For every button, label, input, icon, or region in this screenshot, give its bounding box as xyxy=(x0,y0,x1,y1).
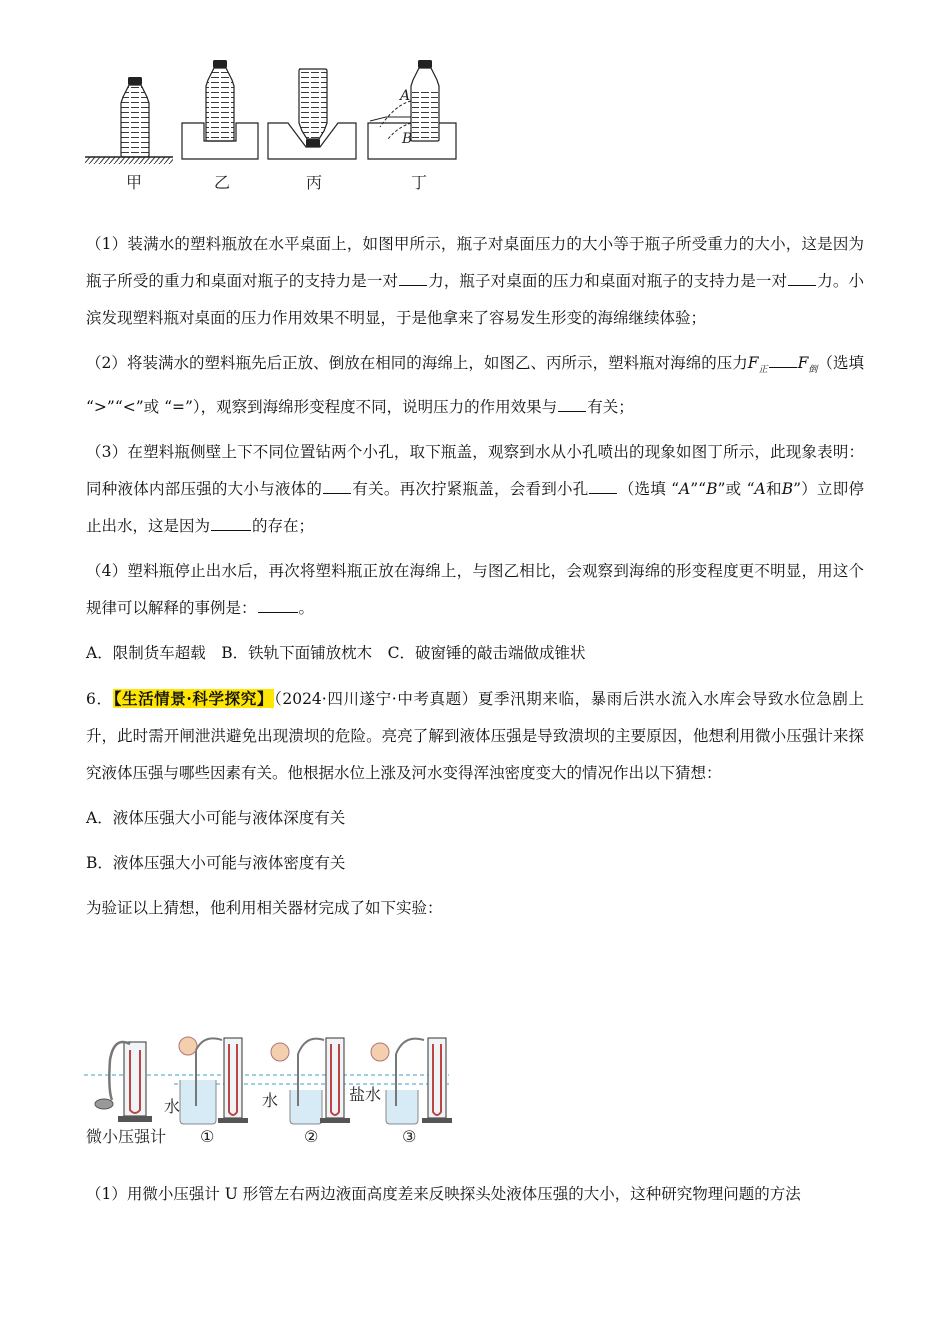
label-ding: 丁 xyxy=(411,173,428,192)
answer-blank xyxy=(769,353,797,368)
setup-number-3: ③ xyxy=(402,1127,417,1146)
q6-verify: 为验证以上猜想，他利用相关器材完成了如下实验： xyxy=(86,899,443,917)
setup-number-2: ② xyxy=(304,1127,319,1146)
label-bing: 丙 xyxy=(306,173,323,192)
label-jia: 甲 xyxy=(126,173,143,192)
label-yi: 乙 xyxy=(214,173,231,192)
q5-part2: （2）将装满水的塑料瓶先后正放、倒放在相同的海绵上，如图乙、丙所示，塑料瓶对海绵的压力$F_正$ $F_倒$（选填 “>”“<”或 “=”），观察到海绵形变程度不同，说明压力的作用效果与 有关； xyxy=(86,354,864,416)
answer-blank xyxy=(788,271,816,286)
q5-part1: （1）装满水的塑料瓶放在水平桌面上，如图甲所示，瓶子对桌面压力的大小等于瓶子所受重力的大小，这是因为瓶子所受的重力和桌面对瓶子的支持力是一对 力，瓶子对桌面的压力和桌面对瓶子的支持力是一对 力。小滨发现塑料瓶对桌面的压力作用效果不明显，于是他拿来了容易发生形变的海绵继续体验； xyxy=(86,235,864,327)
gauge-standalone xyxy=(95,1042,152,1122)
point-a-label: A xyxy=(400,88,411,104)
setup-1 xyxy=(179,1037,248,1124)
q6-sub1: （1）用微小压强计 U 形管左右两边液面高度差来反映探头处液体压强的大小，这种研究物理问题的方法 xyxy=(86,1185,801,1203)
q6-guess-a: A．液体压强大小可能与液体深度有关 xyxy=(86,809,346,827)
q6-tag: 【生活情景·科学探究】 xyxy=(113,689,273,708)
answer-blank xyxy=(399,271,427,286)
q5-part4: （4）塑料瓶停止出水后，再次将塑料瓶正放在海绵上，与图乙相比，会观察到海绵的形变程度更不明显，用这个规律可以解释的事例是： 。 xyxy=(86,562,864,617)
water-label-1: 水 xyxy=(164,1097,181,1116)
q5-options: A．限制货车超载 B．铁轨下面铺放枕木 C．破窗锤的敲击端做成锥状 xyxy=(86,644,586,662)
figure-yi xyxy=(182,60,258,159)
gauge-label: 微小压强计 xyxy=(86,1127,167,1146)
question-text-block xyxy=(86,226,864,927)
q6-sub-question xyxy=(86,1176,864,1213)
setup-2 xyxy=(271,1038,350,1124)
answer-blank xyxy=(558,397,586,412)
answer-blank xyxy=(211,516,251,531)
figure-ding xyxy=(368,60,456,159)
answer-blank xyxy=(589,479,617,494)
q5-part3: （3）在塑料瓶侧壁上下不同位置钻两个小孔，取下瓶盖，观察到水从小孔喷出的现象如图丁所示，此现象表明：同种液体内部压强的大小与液体的 有关。再次拧紧瓶盖，会看到小孔 （选填 “A”“B”或 “A和B”）立即停止出水，这是因为 的存在； xyxy=(86,443,864,535)
figure-jia xyxy=(85,77,173,164)
point-b-label: B xyxy=(402,131,413,147)
salt-water-label: 盐水 xyxy=(349,1085,382,1104)
q6-guess-b: B．液体压强大小可能与液体密度有关 xyxy=(86,854,346,872)
answer-blank xyxy=(323,479,351,494)
setup-number-1: ① xyxy=(200,1127,215,1146)
q6-intro: 6．【生活情景·科学探究】（2024·四川遂宁·中考真题）夏季汛期来临，暴雨后洪水流入水库会导致水位急剧上升，此时需开闸泄洪避免出现溃坝的危险。亮亮了解到液体压强是导致溃坝的主要原因，他想利用微小压强计来探究液体压强与哪些因素有关。他根据水位上涨及河水变得浑浊密度变大的情况作出以下猜想： xyxy=(86,689,864,782)
answer-blank xyxy=(258,598,298,613)
figure-bing xyxy=(268,69,356,159)
bottle-experiment-figure xyxy=(80,55,470,195)
water-label-2: 水 xyxy=(262,1091,279,1110)
setup-3 xyxy=(371,1038,452,1124)
pressure-gauge-figure xyxy=(84,1030,464,1148)
